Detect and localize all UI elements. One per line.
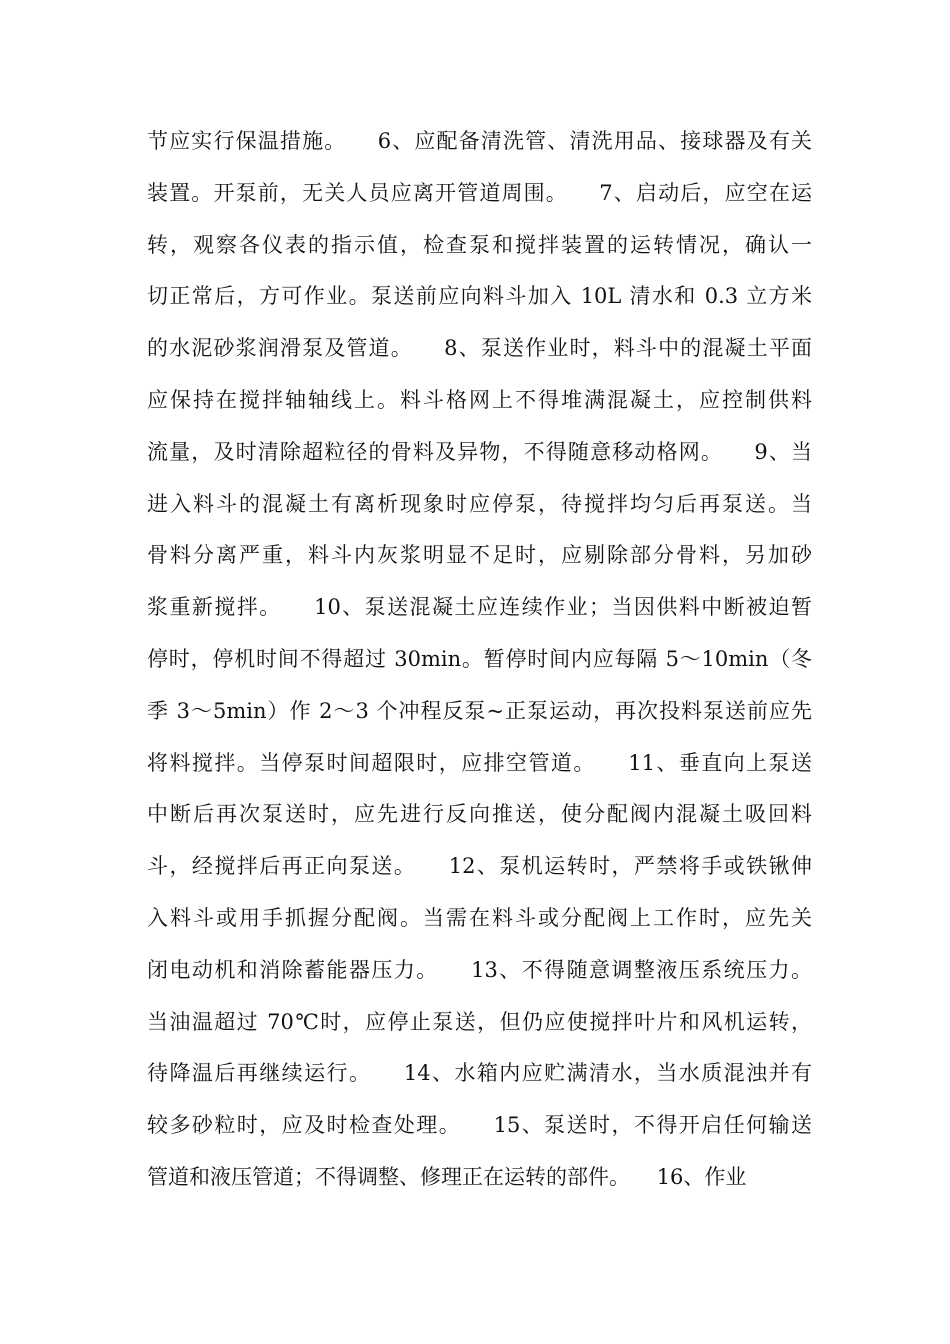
- text-line-1: 节应实行保温措施。 6、应配备清洗管、清洗用品、接球器及有关: [147, 129, 812, 153]
- text-line-10: 浆重新搅拌。 10、泵送混凝土应连续作业；当因供料中断被迫暂: [147, 595, 812, 620]
- text-line-14: 中断后再次泵送时，应先进行反向推送，使分配阀内混凝土吸回料: [147, 802, 812, 827]
- text-line-2: 装置。开泵前，无关人员应离开管道周围。 7、启动后，应空在运: [147, 180, 812, 205]
- text-line-13: 将料搅拌。当停泵时间超限时，应排空管道。 11、垂直向上泵送: [147, 750, 812, 775]
- text-line-21: 管道和液压管道；不得调整、修理正在运转的部件。 16、作业: [147, 1164, 747, 1189]
- text-line-18: 当油温超过 70℃时，应停止泵送，但仍应使搅拌叶片和风机运转，: [147, 1009, 812, 1034]
- text-line-5: 的水泥砂浆润滑泵及管道。 8、泵送作业时，料斗中的混凝土平面: [147, 336, 812, 361]
- text-line-12: 季 3～5min）作 2～3 个冲程反泵~正泵运动，再次投料泵送前应先: [147, 698, 812, 723]
- text-line-20: 较多砂粒时，应及时检查处理。 15、泵送时，不得开启任何输送: [147, 1113, 812, 1138]
- text-line-15: 斗，经搅拌后再正向泵送。 12、泵机运转时，严禁将手或铁锹伸: [147, 854, 812, 879]
- text-line-16: 入料斗或用手抓握分配阀。当需在料斗或分配阀上工作时，应先关: [147, 905, 812, 930]
- text-line-3: 转，观察各仪表的指示值，检查泵和搅拌装置的运转情况，确认一: [147, 232, 812, 257]
- text-line-19: 待降温后再继续运行。 14、水箱内应贮满清水，当水质混浊并有: [147, 1061, 812, 1086]
- text-line-6: 应保持在搅拌轴轴线上。料斗格网上不得堆满混凝土，应控制供料: [147, 387, 812, 412]
- text-line-7: 流量，及时清除超粒径的骨料及异物，不得随意移动格网。 9、当: [147, 439, 812, 464]
- text-line-9: 骨料分离严重，料斗内灰浆明显不足时，应剔除部分骨料，另加砂: [147, 543, 812, 568]
- text-line-8: 进入料斗的混凝土有离析现象时应停泵，待搅拌均匀后再泵送。当: [147, 491, 812, 516]
- text-line-4: 切正常后，方可作业。泵送前应向料斗加入 10L 清水和 0.3 立方米: [147, 284, 812, 309]
- text-line-17: 闭电动机和消除蓄能器压力。 13、不得随意调整液压系统压力。: [147, 957, 812, 982]
- text-line-11: 停时，停机时间不得超过 30min。暂停时间内应每隔 5～10min（冬: [147, 646, 812, 671]
- body-text: [147, 116, 812, 1204]
